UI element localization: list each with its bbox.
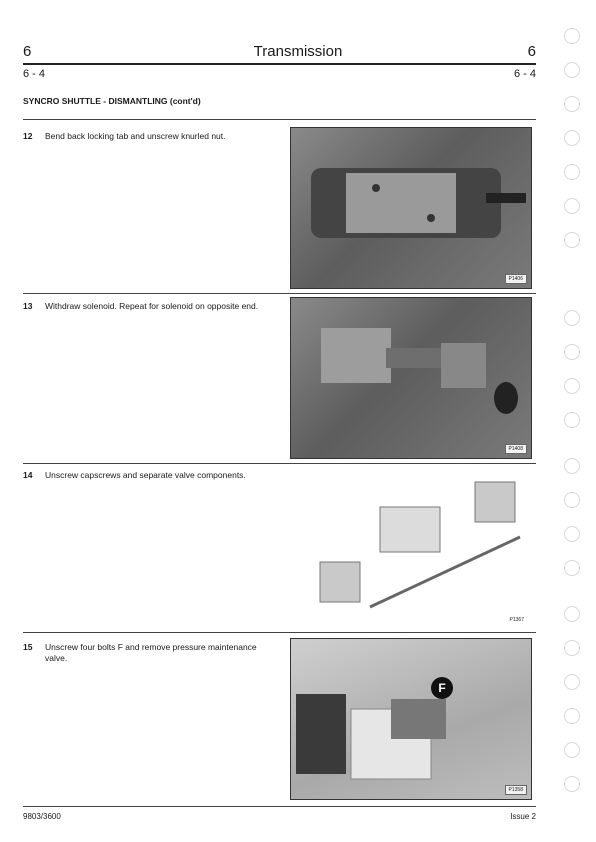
step-number: 12 bbox=[23, 131, 33, 141]
binder-hole bbox=[564, 412, 580, 428]
binder-hole bbox=[564, 708, 580, 724]
binder-hole bbox=[564, 310, 580, 326]
binder-hole bbox=[564, 232, 580, 248]
step-text: Withdraw solenoid. Repeat for solenoid on opposite end. bbox=[45, 301, 259, 311]
photo-reference: P1358 bbox=[505, 785, 527, 795]
photo-reference: P1406 bbox=[505, 274, 527, 284]
callout-f-badge: F bbox=[431, 677, 453, 699]
binder-hole bbox=[564, 198, 580, 214]
step-text: Bend back locking tab and unscrew knurled nut. bbox=[45, 131, 226, 141]
section-heading: SYNCRO SHUTTLE - DISMANTLING (cont'd) bbox=[23, 96, 201, 106]
binder-hole bbox=[564, 742, 580, 758]
binder-hole bbox=[564, 560, 580, 576]
binder-hole bbox=[564, 96, 580, 112]
binder-hole bbox=[564, 674, 580, 690]
valve-illustration bbox=[291, 128, 531, 288]
section-number-left: 6 bbox=[23, 43, 32, 60]
page-ref-left: 6 - 4 bbox=[23, 68, 46, 80]
photo-withdrawn-solenoid bbox=[290, 297, 532, 459]
photo-exploded-valve bbox=[290, 467, 530, 627]
solenoid-illustration bbox=[291, 298, 531, 458]
exploded-valve-illustration bbox=[290, 467, 530, 627]
photo-reference: P1408 bbox=[505, 444, 527, 454]
binder-hole bbox=[564, 492, 580, 508]
binder-hole bbox=[564, 776, 580, 792]
binder-hole bbox=[564, 526, 580, 542]
binder-hole bbox=[564, 344, 580, 360]
photo-solenoid-valve bbox=[290, 127, 532, 289]
footer-rule bbox=[23, 806, 536, 807]
photo-pressure-maintenance-valve bbox=[290, 638, 532, 800]
photo-reference: P1367 bbox=[509, 617, 524, 623]
section-number-right: 6 bbox=[527, 43, 536, 60]
binder-hole bbox=[564, 28, 580, 44]
binder-hole bbox=[564, 378, 580, 394]
step-number: 15 bbox=[23, 642, 33, 652]
binder-hole bbox=[564, 130, 580, 146]
binder-hole bbox=[564, 606, 580, 622]
step-number: 14 bbox=[23, 470, 33, 480]
step-divider bbox=[23, 463, 536, 464]
step-divider bbox=[23, 293, 536, 294]
binder-hole bbox=[564, 164, 580, 180]
step-divider bbox=[23, 632, 536, 633]
binder-hole bbox=[564, 62, 580, 78]
page-ref-right: 6 - 4 bbox=[513, 68, 536, 80]
step-text: Unscrew capscrews and separate valve components. bbox=[45, 470, 246, 480]
document-number: 9803/3600 bbox=[23, 812, 61, 821]
heading-rule bbox=[23, 119, 536, 120]
step-text: Unscrew four bolts F and remove pressure maintenance valve. bbox=[45, 642, 257, 663]
step-number: 13 bbox=[23, 301, 33, 311]
header-rule bbox=[23, 63, 536, 65]
binder-hole bbox=[564, 458, 580, 474]
page-title: Transmission bbox=[253, 43, 343, 60]
binder-hole bbox=[564, 640, 580, 656]
issue-number: Issue 2 bbox=[510, 812, 536, 821]
pressure-valve-illustration bbox=[291, 639, 531, 799]
